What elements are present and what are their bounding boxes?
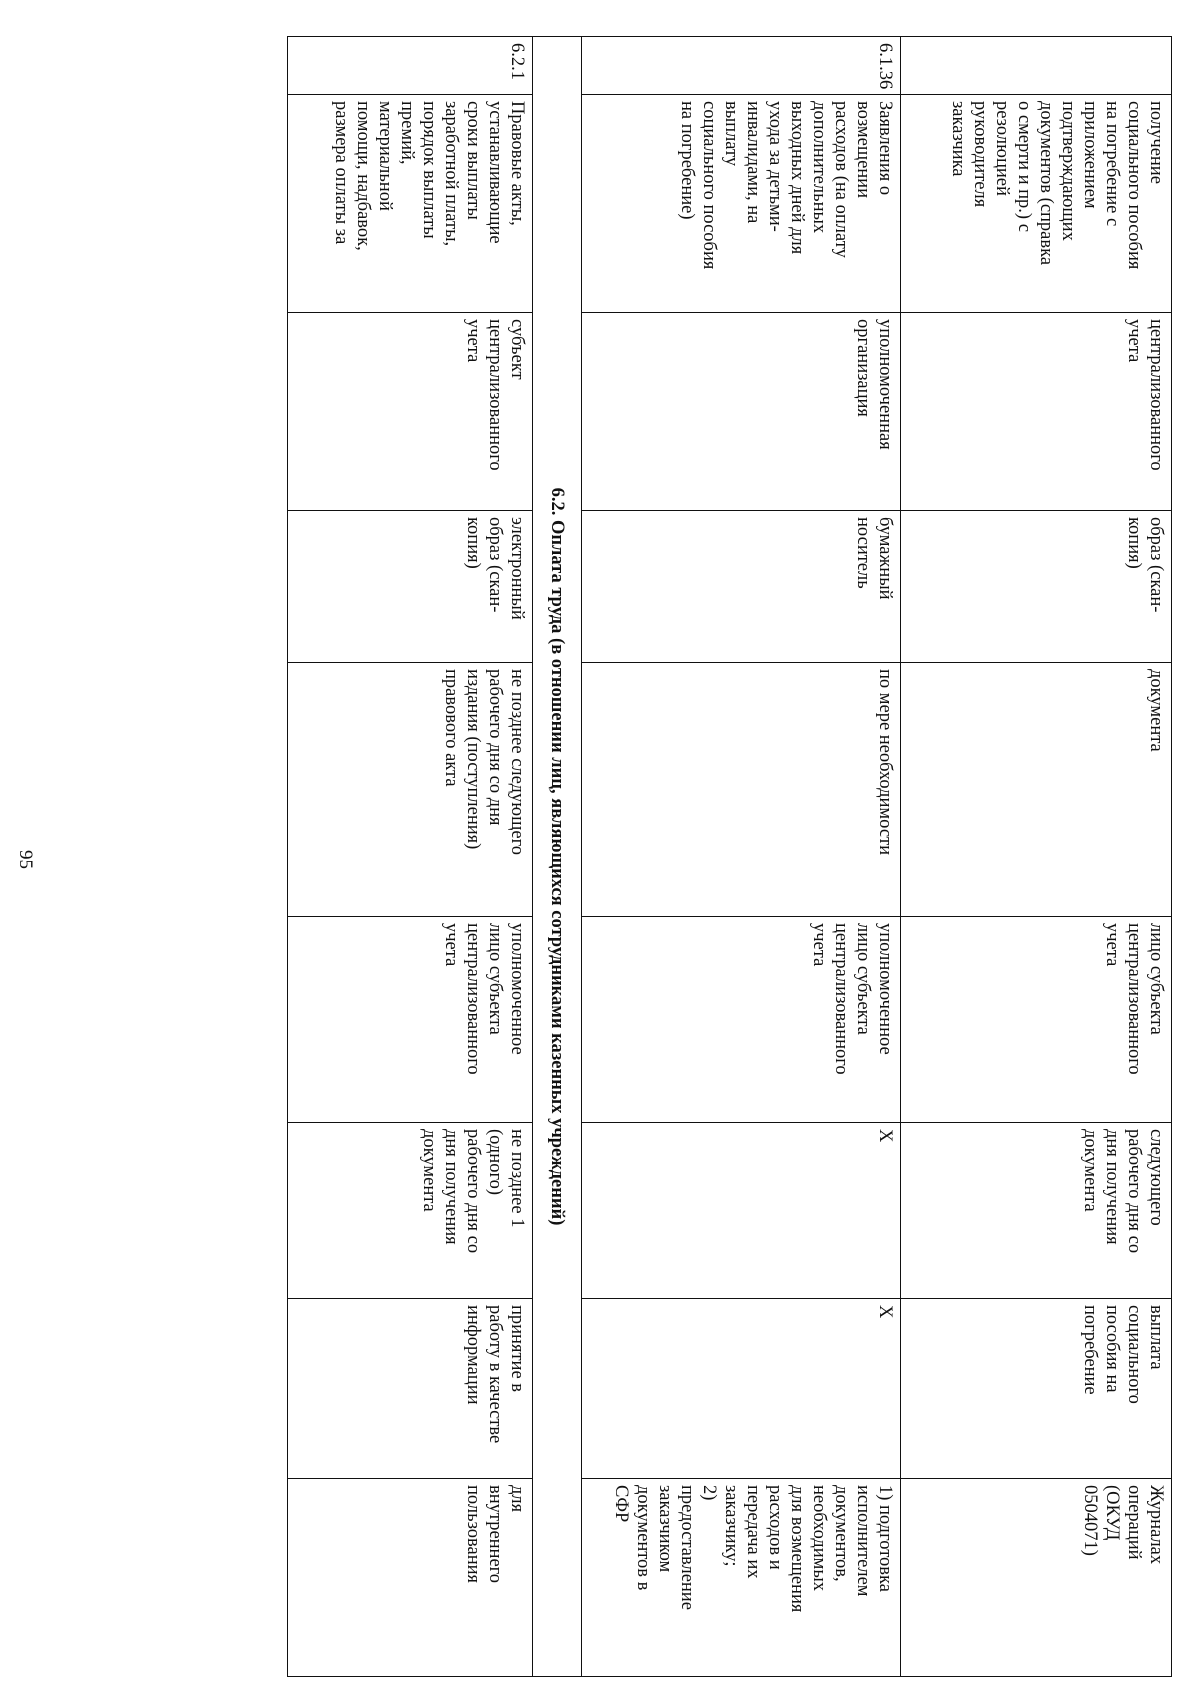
document-table (287, 36, 1172, 1677)
rotated-table-wrapper (172, 36, 1172, 1676)
receiver-cell: уполномоченное лицо субъекта централизованного учета (582, 917, 901, 1123)
creator-cell: централизованного учета (901, 313, 1172, 511)
form-cell: образ (скан- копия) (901, 511, 1172, 663)
row-number-cell (901, 37, 1172, 95)
document-name-cell: Заявления о возмещении расходов (на оплату дополнительных выходных дней для ухода за детьми- инвалидами, на выплату социального пособия на погребение) (582, 95, 901, 313)
action-cell: выплата социального пособия на погребение (901, 1299, 1172, 1479)
receiver-cell: уполномоченное лицо субъекта централизованного учета (288, 917, 533, 1123)
creator-cell: субъект централизованного учета (288, 313, 533, 511)
table-row (288, 37, 533, 1677)
section-heading: 6.2. Оплата труда (в отношении лиц, являющихся сотрудниками казенных учреждений) (533, 37, 582, 1677)
processing-term-cell: не позднее 1 (одного) рабочего дня со дня получения документа (288, 1123, 533, 1299)
processing-term-cell: Х (582, 1123, 901, 1299)
action-cell: принятие в работу в качестве информации (288, 1299, 533, 1479)
page-number: 95 (15, 850, 36, 869)
document-name-cell: Правовые акты, устанавливающие сроки выплаты заработной платы, порядок выплаты премий, материальной помощи, надбавок, размера оплаты за (288, 95, 533, 313)
table-row (901, 37, 1172, 1677)
row-number-cell: 6.2.1 (288, 37, 533, 95)
row-number-cell: 6.1.36 (582, 37, 901, 95)
processing-term-cell: следующего рабочего дня со дня получения документа (901, 1123, 1172, 1299)
form-cell: электронный образ (скан- копия) (288, 511, 533, 663)
note-cell: для внутреннего пользования (288, 1479, 533, 1677)
section-row (533, 37, 582, 1677)
submission-term-cell: по мере необходимости (582, 663, 901, 917)
submission-term-cell: не позднее следующего рабочего дня со дня издания (поступления) правового акта (288, 663, 533, 917)
note-cell: 1) подготовка исполнителем документов, необходимых для возмещения расходов и передача их заказчику; 2) предоставление заказчиком документов в СФР (582, 1479, 901, 1677)
form-cell: бумажный носитель (582, 511, 901, 663)
note-cell: Журналах операций (ОКУД 0504071) (901, 1479, 1172, 1677)
receiver-cell: лицо субъекта централизованного учета (901, 917, 1172, 1123)
table-row (582, 37, 901, 1677)
action-cell: Х (582, 1299, 901, 1479)
creator-cell: уполномоченная организация (582, 313, 901, 511)
document-name-cell: получение социального пособия на погребение с приложением подтверждающих документов (справка о смерти и пр.) с резолюцией руководителя заказчика (901, 95, 1172, 313)
submission-term-cell: документа (901, 663, 1172, 917)
